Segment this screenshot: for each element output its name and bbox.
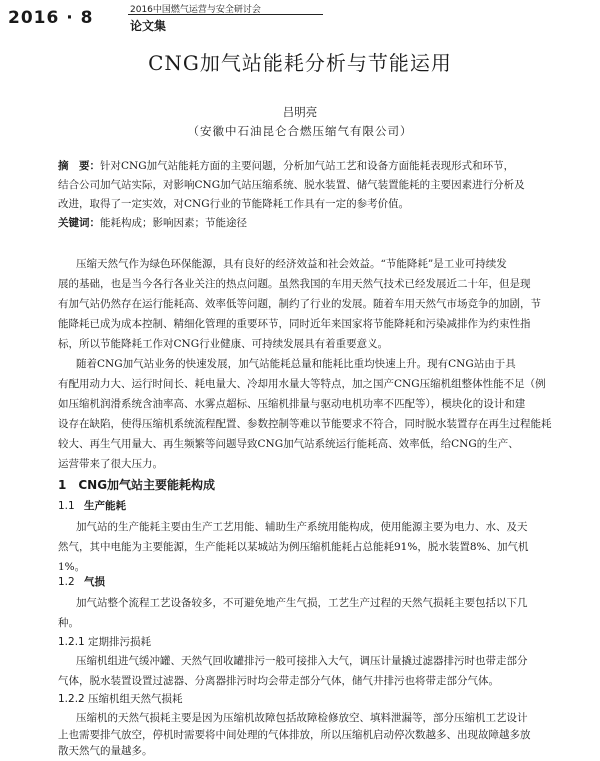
abstract-label: 摘 要：	[58, 160, 100, 172]
text-line: 然气，其中电能为主要能源，生产能耗以某城站为例压缩机能耗占总能耗91%，脱水装置8%、加气机	[58, 541, 529, 553]
abstract-line: 摘 要：针对CNG加气站能耗方面的主要问题，分析加气站工艺和设备方面能耗表现形式和环节，	[58, 160, 515, 172]
abstract-line: 结合公司加气站实际，对影响CNG加气站压缩系统、脱水装置、储气装置能耗的主要因素进行分析及	[58, 179, 525, 191]
paper-title: CNG加气站能耗分析与节能运用	[148, 51, 452, 75]
text-line: 压缩天然气作为绿色环保能源，具有良好的经济效益和社会效益。“节能降耗”是工业可持续发	[76, 258, 507, 270]
text-line: 展的基础，也是当今各行各业关注的热点问题。虽然我国的车用天然气技术已经发展近二十年，但是现	[58, 278, 531, 290]
subsection-heading: 1.2.2 压缩机组天然气损耗	[58, 693, 183, 705]
subsection-heading: 1.1 生产能耗	[58, 500, 126, 512]
keywords-text: 能耗构成；影响因素；节能途径	[100, 217, 247, 229]
conference-name: 2016中国燃气运营与安全研讨会	[130, 5, 261, 15]
text-line: 标，所以节能降耗工作对CNG行业健康、可持续发展具有着重要意义。	[58, 338, 389, 350]
text-line: 较大、再生气用量大、再生频繁等问题导致CNG加气站系统运行能耗高、效率低，给CNG的生产、	[58, 438, 519, 450]
header-divider	[128, 14, 323, 15]
keywords-line	[58, 214, 558, 232]
collection-label: 论文集	[130, 19, 167, 33]
text-line: 上也需要排气放空，停机时需要将中间处理的气体排放，所以压缩机启动停次数越多、出现故障越多放	[58, 729, 531, 741]
keywords-label: 关键词：	[58, 217, 100, 229]
subsection-heading: 1.2.1 定期排污损耗	[58, 636, 151, 648]
subsection-heading: 1.2 气损	[58, 576, 105, 588]
text-line: 运营带来了很大压力。	[58, 458, 163, 470]
text-line: 有加气站仍然存在运行能耗高、效率低等问题，制约了行业的发展。随着车用天然气市场竞争的加剧，节	[58, 298, 541, 310]
text-line: 设存在缺陷，使得压缩机系统流程配置、参数控制等难以节能要求不符合，同时脱水装置存在再生过程能耗	[58, 418, 552, 430]
text-line: 压缩机组进气缓冲罐、天然气回收罐排污一般可接排入大气，调压计量撬过滤器排污时也带走部分	[76, 655, 528, 667]
author-name: 吕明亮	[282, 105, 318, 119]
text-line: 随着CNG加气站业务的快速发展，加气站能耗总量和能耗比重均快速上升。现有CNG站由于具	[76, 358, 516, 370]
text-line: 气体，脱水装置设置过滤器、分离器排污时均会带走部分气体，储气井排污也将带走部分气体。	[58, 675, 499, 687]
text-line: 种。	[58, 617, 79, 629]
text-line: 如压缩机润滑系统含油率高、水雾点超标、压缩机排量与驱动电机功率不匹配等），模块化的设计和建	[58, 398, 526, 410]
issue-year-label: 2016 · 8	[8, 8, 94, 28]
text-line: 能降耗已成为成本控制、精细化管理的重要环节，同时近年来国家将节能降耗和污染减排作为约束性指	[58, 318, 531, 330]
abstract-line: 改进，取得了一定实效，对CNG行业的节能降耗工作具有一定的参考价值。	[58, 198, 410, 210]
text-line: 压缩机的天然气损耗主要是因为压缩机故障包括故障检修放空、填料泄漏等，部分压缩机工艺设计	[76, 712, 528, 724]
text-line: 有配用动力大、运行时间长、耗电量大、冷却用水量大等特点，加之国产CNG压缩机组整体性能不足（例	[58, 378, 546, 390]
text-line: 加气站整个流程工艺设备较多，不可避免地产生气损，工艺生产过程的天然气损耗主要包括以下几	[76, 597, 528, 609]
text-line: 散天然气的量越多。	[58, 745, 153, 757]
author-affiliation: （安徽中石油昆仑合燃压缩气有限公司）	[187, 124, 413, 138]
section-heading: 1 CNG加气站主要能耗构成	[58, 478, 216, 492]
text-line: 加气站的生产能耗主要由生产工艺用能、辅助生产系统用能构成，使用能源主要为电力、水、及天	[76, 521, 528, 533]
text-line: 1%。	[58, 561, 86, 573]
